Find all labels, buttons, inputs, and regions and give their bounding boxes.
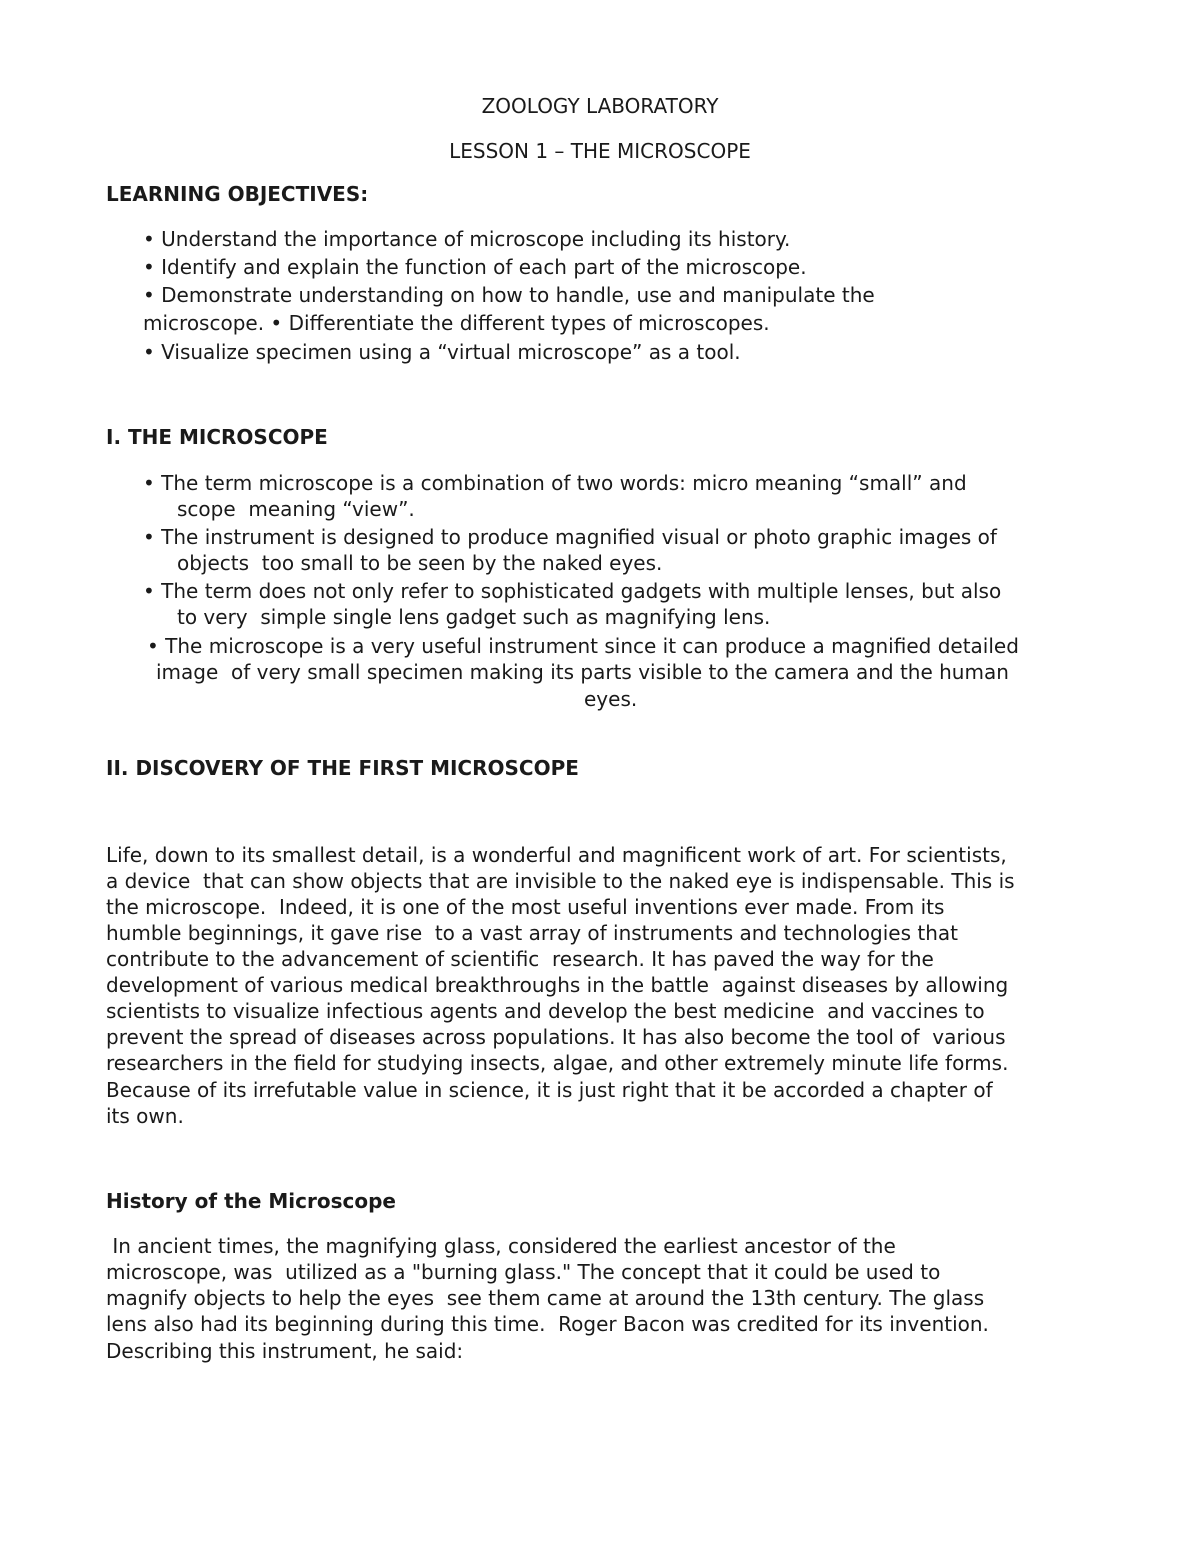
objectives-heading: LEARNING OBJECTIVES: — [106, 182, 369, 206]
lesson-title: LESSON 1 – THE MICROSCOPE — [449, 139, 751, 163]
section-heading-microscope: I. THE MICROSCOPE — [106, 425, 328, 449]
paragraph-line: contribute to the advancement of scientific research. It has paved the way for the — [106, 947, 934, 971]
paragraph-line: Describing this instrument, he said: — [106, 1339, 464, 1363]
section-heading-history: History of the Microscope — [106, 1189, 396, 1213]
objective-line: • Visualize specimen using a “virtual microscope” as a tool. — [143, 340, 741, 364]
paragraph-line: magnify objects to help the eyes see them came at around the 13th century. The glass — [106, 1286, 985, 1310]
bullet-line: scope meaning “view”. — [177, 497, 415, 521]
paragraph-line: prevent the spread of diseases across populations. It has also become the tool of various — [106, 1025, 1006, 1049]
paragraph-line: microscope, was utilized as a "burning glass." The concept that it could be used to — [106, 1260, 941, 1284]
section-heading-discovery: II. DISCOVERY OF THE FIRST MICROSCOPE — [106, 756, 579, 780]
document-title: ZOOLOGY LABORATORY — [481, 94, 719, 118]
bullet-line: eyes. — [584, 687, 638, 711]
objective-line: • Identify and explain the function of each part of the microscope. — [143, 255, 807, 279]
objective-line: • Understand the importance of microscope including its history. — [143, 227, 791, 251]
bullet-line: to very simple single lens gadget such as magnifying lens. — [177, 605, 771, 629]
bullet-line: image of very small specimen making its parts visible to the camera and the human — [156, 660, 1009, 684]
paragraph-line: In ancient times, the magnifying glass, considered the earliest ancestor of the — [106, 1234, 896, 1258]
objective-line: • Demonstrate understanding on how to handle, use and manipulate the — [143, 283, 875, 307]
paragraph-line: its own. — [106, 1104, 184, 1128]
paragraph-line: scientists to visualize infectious agents and develop the best medicine and vaccines to — [106, 999, 985, 1023]
bullet-line: • The term does not only refer to sophisticated gadgets with multiple lenses, but also — [143, 579, 1002, 603]
paragraph-line: lens also had its beginning during this time. Roger Bacon was credited for its invention. — [106, 1312, 989, 1336]
paragraph-line: Life, down to its smallest detail, is a wonderful and magnificent work of art. For scientists, — [106, 843, 1007, 867]
bullet-line: • The instrument is designed to produce magnified visual or photo graphic images of — [143, 525, 997, 549]
paragraph-line: a device that can show objects that are invisible to the naked eye is indispensable. This is — [106, 869, 1015, 893]
paragraph-line: researchers in the field for studying insects, algae, and other extremely minute life forms. — [106, 1051, 1009, 1075]
bullet-line: objects too small to be seen by the naked eyes. — [177, 551, 663, 575]
paragraph-line: Because of its irrefutable value in science, it is just right that it be accorded a chapter of — [106, 1078, 993, 1102]
paragraph-line: the microscope. Indeed, it is one of the most useful inventions ever made. From its — [106, 895, 945, 919]
paragraph-line: development of various medical breakthroughs in the battle against diseases by allowing — [106, 973, 1009, 997]
bullet-line: • The microscope is a very useful instrument since it can produce a magnified detailed — [147, 634, 1019, 658]
paragraph-line: humble beginnings, it gave rise to a vast array of instruments and technologies that — [106, 921, 958, 945]
bullet-line: • The term microscope is a combination of two words: micro meaning “small” and — [143, 471, 967, 495]
objective-line: microscope. • Differentiate the different types of microscopes. — [143, 311, 770, 335]
